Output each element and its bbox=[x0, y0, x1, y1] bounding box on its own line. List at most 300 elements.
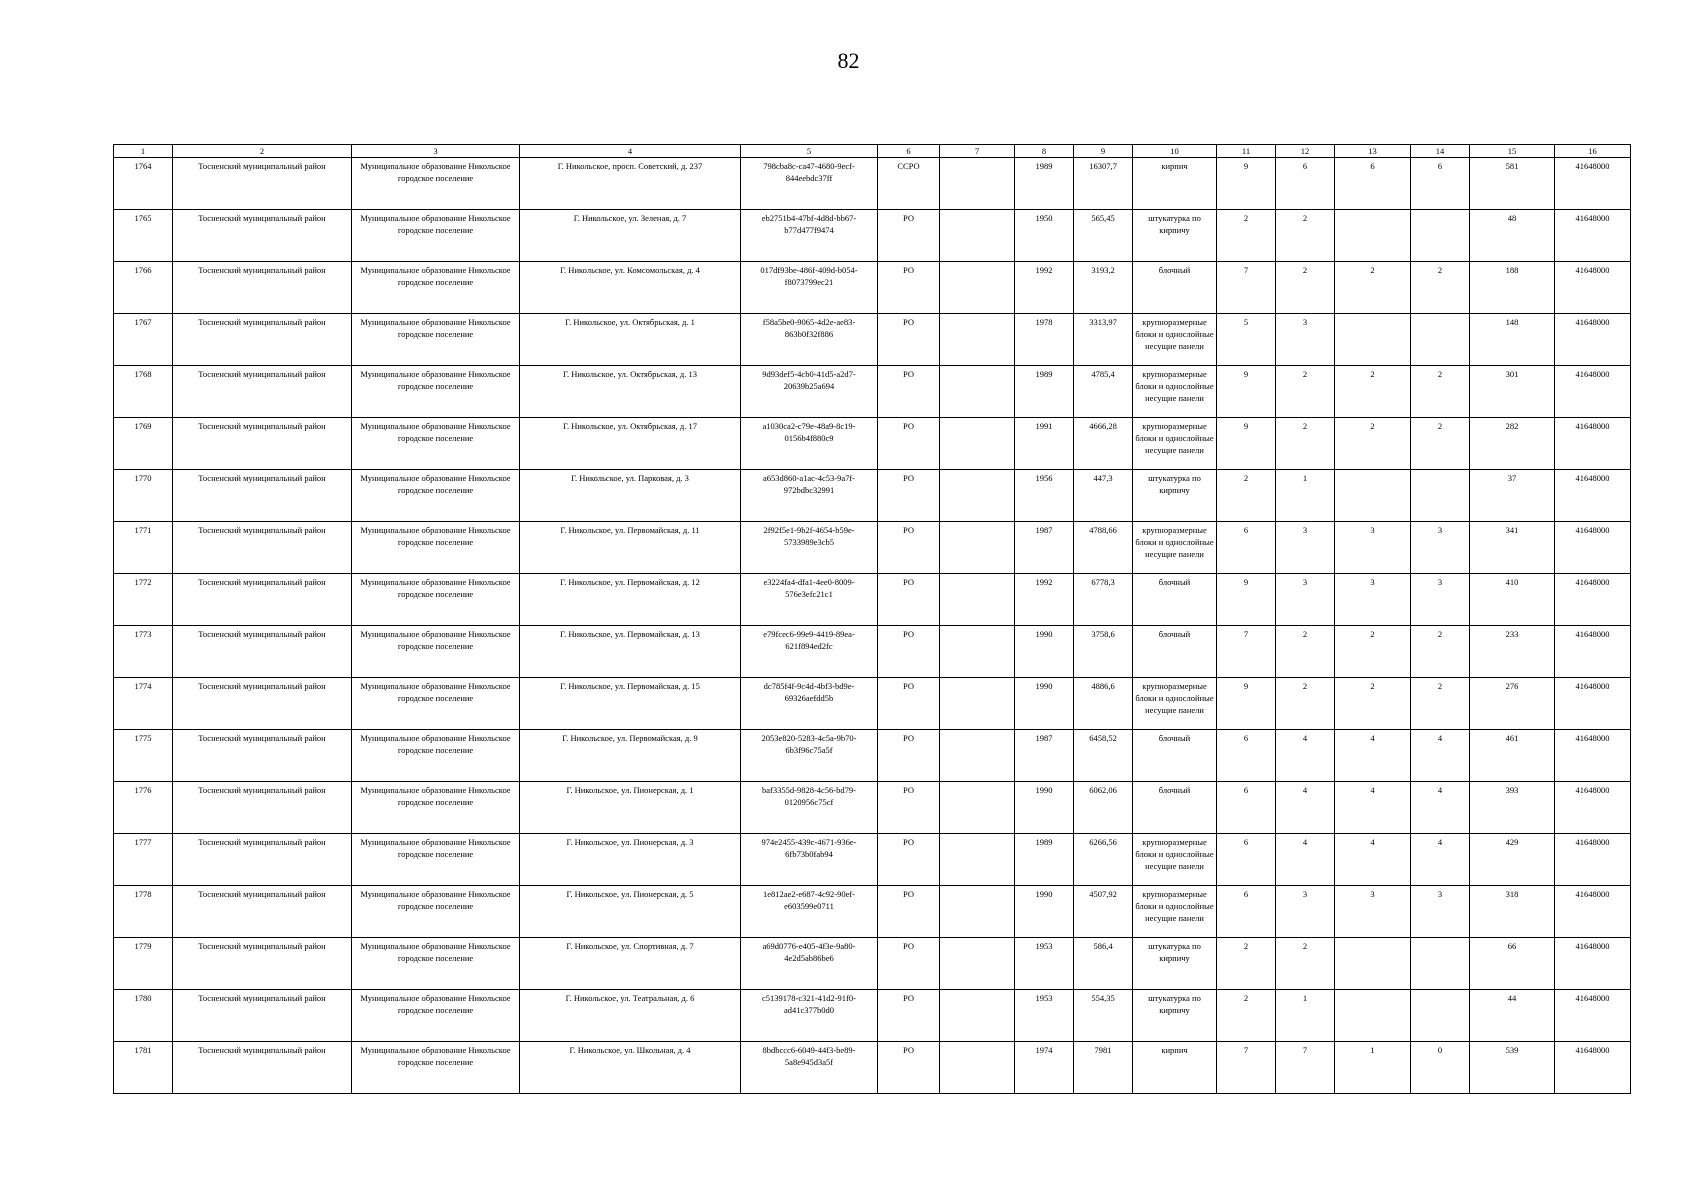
cell-residents: 148 bbox=[1470, 314, 1555, 366]
cell-col-13: 4 bbox=[1335, 782, 1411, 834]
cell-district: Тосненский муниципальный район bbox=[173, 678, 352, 730]
cell-oktmo: 41648000 bbox=[1555, 730, 1631, 782]
cell-guid: c5139178-c321-41d2-91f0-ad41c377b0d0 bbox=[741, 990, 878, 1042]
cell-oktmo: 41648000 bbox=[1555, 782, 1631, 834]
cell-residents: 341 bbox=[1470, 522, 1555, 574]
cell-district: Тосненский муниципальный район bbox=[173, 990, 352, 1042]
cell-floors-max: 9 bbox=[1217, 366, 1276, 418]
cell-col-7 bbox=[940, 158, 1015, 210]
cell-address: Г. Никольское, ул. Театральная, д. 6 bbox=[520, 990, 741, 1042]
column-header-11: 11 bbox=[1217, 145, 1276, 158]
cell-oktmo: 41648000 bbox=[1555, 1042, 1631, 1094]
cell-district: Тосненский муниципальный район bbox=[173, 158, 352, 210]
cell-col-14: 3 bbox=[1411, 574, 1470, 626]
cell-type: РО bbox=[878, 678, 940, 730]
cell-municipality: Муниципальное образование Никольское городское поселение bbox=[352, 158, 520, 210]
cell-oktmo: 41648000 bbox=[1555, 522, 1631, 574]
cell-floors-max: 9 bbox=[1217, 418, 1276, 470]
cell-col-7 bbox=[940, 262, 1015, 314]
cell-type: РО bbox=[878, 1042, 940, 1094]
cell-col-13: 3 bbox=[1335, 886, 1411, 938]
cell-municipality: Муниципальное образование Никольское городское поселение bbox=[352, 626, 520, 678]
table-row bbox=[114, 730, 1631, 782]
cell-year: 1950 bbox=[1015, 210, 1074, 262]
cell-floors-min: 1 bbox=[1276, 470, 1335, 522]
cell-wall-material: крупноразмерные блоки и однослойные несущие панели bbox=[1133, 418, 1217, 470]
cell-address: Г. Никольское, ул. Первомайская, д. 11 bbox=[520, 522, 741, 574]
cell-municipality: Муниципальное образование Никольское городское поселение bbox=[352, 886, 520, 938]
cell-col-7 bbox=[940, 626, 1015, 678]
cell-col-13 bbox=[1335, 210, 1411, 262]
cell-floors-min: 3 bbox=[1276, 886, 1335, 938]
cell-col-13: 4 bbox=[1335, 834, 1411, 886]
cell-type: РО bbox=[878, 470, 940, 522]
column-header-14: 14 bbox=[1411, 145, 1470, 158]
cell-wall-material: блочный bbox=[1133, 782, 1217, 834]
cell-residents: 461 bbox=[1470, 730, 1555, 782]
cell-guid: a1030ca2-c79e-48a9-8c19-0156b4f880c9 bbox=[741, 418, 878, 470]
cell-floors-min: 4 bbox=[1276, 730, 1335, 782]
cell-col-13: 2 bbox=[1335, 418, 1411, 470]
cell-guid: eb2751b4-47bf-4d8d-bb67-b77d477f9474 bbox=[741, 210, 878, 262]
cell-type: РО bbox=[878, 886, 940, 938]
cell-oktmo: 41648000 bbox=[1555, 314, 1631, 366]
cell-col-14: 3 bbox=[1411, 522, 1470, 574]
cell-municipality: Муниципальное образование Никольское городское поселение bbox=[352, 314, 520, 366]
table-row bbox=[114, 938, 1631, 990]
cell-row-number: 1770 bbox=[114, 470, 173, 522]
cell-oktmo: 41648000 bbox=[1555, 418, 1631, 470]
cell-guid: baf3355d-9828-4c56-bd79-0120956c75cf bbox=[741, 782, 878, 834]
cell-type: РО bbox=[878, 418, 940, 470]
cell-guid: 2f92f5e1-9b2f-4654-b59e-5733989e3cb5 bbox=[741, 522, 878, 574]
cell-wall-material: блочный bbox=[1133, 730, 1217, 782]
cell-guid: e79fcec6-99e9-4419-89ea-621f894ed2fc bbox=[741, 626, 878, 678]
cell-wall-material: штукатурка по кирпичу bbox=[1133, 938, 1217, 990]
cell-col-13: 1 bbox=[1335, 1042, 1411, 1094]
cell-municipality: Муниципальное образование Никольское городское поселение bbox=[352, 834, 520, 886]
cell-area: 4507,92 bbox=[1074, 886, 1133, 938]
cell-col-14: 4 bbox=[1411, 730, 1470, 782]
cell-municipality: Муниципальное образование Никольское городское поселение bbox=[352, 990, 520, 1042]
cell-guid: 8bdbccc6-6049-44f3-be89-5a8e945d3a5f bbox=[741, 1042, 878, 1094]
cell-guid: 2053e820-5283-4c5a-9b70-6b3f96c75a5f bbox=[741, 730, 878, 782]
cell-oktmo: 41648000 bbox=[1555, 834, 1631, 886]
cell-guid: 798cba8c-ca47-4680-9ecf-844eebdc37ff bbox=[741, 158, 878, 210]
cell-district: Тосненский муниципальный район bbox=[173, 522, 352, 574]
table-row bbox=[114, 210, 1631, 262]
cell-residents: 66 bbox=[1470, 938, 1555, 990]
cell-area: 554,35 bbox=[1074, 990, 1133, 1042]
cell-area: 3313,97 bbox=[1074, 314, 1133, 366]
cell-type: РО bbox=[878, 782, 940, 834]
cell-area: 6062,06 bbox=[1074, 782, 1133, 834]
cell-residents: 233 bbox=[1470, 626, 1555, 678]
cell-col-14: 4 bbox=[1411, 834, 1470, 886]
cell-row-number: 1777 bbox=[114, 834, 173, 886]
table-row bbox=[114, 314, 1631, 366]
table-row bbox=[114, 366, 1631, 418]
cell-col-13: 2 bbox=[1335, 626, 1411, 678]
cell-col-13: 2 bbox=[1335, 262, 1411, 314]
cell-floors-min: 3 bbox=[1276, 314, 1335, 366]
table-row bbox=[114, 1042, 1631, 1094]
cell-residents: 301 bbox=[1470, 366, 1555, 418]
cell-year: 1990 bbox=[1015, 678, 1074, 730]
cell-year: 1992 bbox=[1015, 574, 1074, 626]
cell-floors-max: 6 bbox=[1217, 522, 1276, 574]
cell-col-7 bbox=[940, 210, 1015, 262]
cell-wall-material: крупноразмерные блоки и однослойные несущие панели bbox=[1133, 522, 1217, 574]
cell-floors-max: 6 bbox=[1217, 886, 1276, 938]
column-header-16: 16 bbox=[1555, 145, 1631, 158]
cell-floors-max: 7 bbox=[1217, 1042, 1276, 1094]
cell-col-14: 2 bbox=[1411, 366, 1470, 418]
cell-floors-max: 7 bbox=[1217, 262, 1276, 314]
cell-year: 1989 bbox=[1015, 834, 1074, 886]
cell-wall-material: крупноразмерные блоки и однослойные несущие панели bbox=[1133, 834, 1217, 886]
cell-area: 4666,28 bbox=[1074, 418, 1133, 470]
cell-year: 1987 bbox=[1015, 522, 1074, 574]
cell-wall-material: крупноразмерные блоки и однослойные несущие панели bbox=[1133, 678, 1217, 730]
cell-col-13: 2 bbox=[1335, 678, 1411, 730]
cell-type: РО bbox=[878, 834, 940, 886]
table-row bbox=[114, 886, 1631, 938]
cell-col-14: 6 bbox=[1411, 158, 1470, 210]
cell-area: 6266,56 bbox=[1074, 834, 1133, 886]
cell-col-7 bbox=[940, 418, 1015, 470]
cell-floors-max: 6 bbox=[1217, 834, 1276, 886]
cell-oktmo: 41648000 bbox=[1555, 574, 1631, 626]
cell-wall-material: крупноразмерные блоки и однослойные несущие панели bbox=[1133, 366, 1217, 418]
cell-col-13: 2 bbox=[1335, 366, 1411, 418]
cell-oktmo: 41648000 bbox=[1555, 366, 1631, 418]
cell-guid: 1e812ae2-e687-4c92-90ef-e603599e0711 bbox=[741, 886, 878, 938]
cell-floors-max: 6 bbox=[1217, 730, 1276, 782]
cell-oktmo: 41648000 bbox=[1555, 886, 1631, 938]
cell-floors-min: 1 bbox=[1276, 990, 1335, 1042]
cell-col-13 bbox=[1335, 990, 1411, 1042]
cell-residents: 282 bbox=[1470, 418, 1555, 470]
column-header-6: 6 bbox=[878, 145, 940, 158]
cell-year: 1990 bbox=[1015, 886, 1074, 938]
cell-guid: 9d93def5-4cb0-41d5-a2d7-20639b25a694 bbox=[741, 366, 878, 418]
cell-type: РО bbox=[878, 522, 940, 574]
cell-floors-min: 4 bbox=[1276, 834, 1335, 886]
table-body bbox=[114, 158, 1631, 1094]
cell-district: Тосненский муниципальный район bbox=[173, 470, 352, 522]
cell-floors-min: 2 bbox=[1276, 210, 1335, 262]
cell-col-13: 6 bbox=[1335, 158, 1411, 210]
cell-year: 1974 bbox=[1015, 1042, 1074, 1094]
table-row bbox=[114, 418, 1631, 470]
cell-col-14: 2 bbox=[1411, 262, 1470, 314]
cell-area: 586,4 bbox=[1074, 938, 1133, 990]
cell-col-13 bbox=[1335, 314, 1411, 366]
cell-row-number: 1781 bbox=[114, 1042, 173, 1094]
cell-type: РО bbox=[878, 210, 940, 262]
cell-address: Г. Никольское, ул. Пионерская, д. 5 bbox=[520, 886, 741, 938]
cell-row-number: 1764 bbox=[114, 158, 173, 210]
cell-guid: f58a5be0-9065-4d2e-ae83-863b0f32f886 bbox=[741, 314, 878, 366]
cell-col-7 bbox=[940, 938, 1015, 990]
cell-address: Г. Никольское, ул. Зеленая, д. 7 bbox=[520, 210, 741, 262]
cell-area: 565,45 bbox=[1074, 210, 1133, 262]
cell-type: РО bbox=[878, 262, 940, 314]
column-header-13: 13 bbox=[1335, 145, 1411, 158]
cell-col-7 bbox=[940, 522, 1015, 574]
cell-floors-max: 2 bbox=[1217, 938, 1276, 990]
cell-col-14: 2 bbox=[1411, 678, 1470, 730]
cell-row-number: 1780 bbox=[114, 990, 173, 1042]
cell-col-14: 2 bbox=[1411, 418, 1470, 470]
cell-row-number: 1768 bbox=[114, 366, 173, 418]
cell-district: Тосненский муниципальный район bbox=[173, 938, 352, 990]
cell-wall-material: крупноразмерные блоки и однослойные несущие панели bbox=[1133, 314, 1217, 366]
cell-oktmo: 41648000 bbox=[1555, 470, 1631, 522]
cell-floors-min: 2 bbox=[1276, 366, 1335, 418]
cell-district: Тосненский муниципальный район bbox=[173, 418, 352, 470]
cell-municipality: Муниципальное образование Никольское городское поселение bbox=[352, 574, 520, 626]
cell-col-14: 3 bbox=[1411, 886, 1470, 938]
cell-floors-min: 4 bbox=[1276, 782, 1335, 834]
cell-row-number: 1771 bbox=[114, 522, 173, 574]
cell-col-7 bbox=[940, 1042, 1015, 1094]
cell-col-7 bbox=[940, 366, 1015, 418]
cell-municipality: Муниципальное образование Никольское городское поселение bbox=[352, 938, 520, 990]
table-row bbox=[114, 834, 1631, 886]
cell-year: 1990 bbox=[1015, 782, 1074, 834]
cell-wall-material: блочный bbox=[1133, 262, 1217, 314]
cell-col-14 bbox=[1411, 314, 1470, 366]
cell-address: Г. Никольское, ул. Первомайская, д. 15 bbox=[520, 678, 741, 730]
cell-wall-material: штукатурка по кирпичу bbox=[1133, 990, 1217, 1042]
cell-floors-max: 2 bbox=[1217, 210, 1276, 262]
cell-floors-min: 7 bbox=[1276, 1042, 1335, 1094]
cell-col-7 bbox=[940, 886, 1015, 938]
cell-municipality: Муниципальное образование Никольское городское поселение bbox=[352, 418, 520, 470]
cell-address: Г. Никольское, просп. Советский, д. 237 bbox=[520, 158, 741, 210]
cell-wall-material: кирпич bbox=[1133, 1042, 1217, 1094]
cell-district: Тосненский муниципальный район bbox=[173, 210, 352, 262]
cell-district: Тосненский муниципальный район bbox=[173, 366, 352, 418]
cell-oktmo: 41648000 bbox=[1555, 990, 1631, 1042]
cell-floors-max: 9 bbox=[1217, 158, 1276, 210]
column-header-9: 9 bbox=[1074, 145, 1133, 158]
cell-residents: 44 bbox=[1470, 990, 1555, 1042]
table-row bbox=[114, 574, 1631, 626]
cell-area: 447,3 bbox=[1074, 470, 1133, 522]
cell-col-7 bbox=[940, 834, 1015, 886]
column-header-5: 5 bbox=[741, 145, 878, 158]
cell-residents: 393 bbox=[1470, 782, 1555, 834]
cell-floors-max: 5 bbox=[1217, 314, 1276, 366]
cell-type: РО bbox=[878, 730, 940, 782]
cell-row-number: 1767 bbox=[114, 314, 173, 366]
cell-district: Тосненский муниципальный район bbox=[173, 834, 352, 886]
cell-residents: 539 bbox=[1470, 1042, 1555, 1094]
cell-row-number: 1772 bbox=[114, 574, 173, 626]
cell-municipality: Муниципальное образование Никольское городское поселение bbox=[352, 730, 520, 782]
cell-floors-max: 2 bbox=[1217, 470, 1276, 522]
table-header bbox=[114, 145, 1631, 158]
cell-address: Г. Никольское, ул. Парковая, д. 3 bbox=[520, 470, 741, 522]
housing-register-table bbox=[113, 144, 1631, 1094]
cell-floors-min: 2 bbox=[1276, 626, 1335, 678]
header-row bbox=[114, 145, 1631, 158]
cell-residents: 188 bbox=[1470, 262, 1555, 314]
cell-address: Г. Никольское, ул. Школьная, д. 4 bbox=[520, 1042, 741, 1094]
cell-type: РО bbox=[878, 626, 940, 678]
cell-col-14 bbox=[1411, 990, 1470, 1042]
cell-floors-max: 2 bbox=[1217, 990, 1276, 1042]
cell-type: ССРО bbox=[878, 158, 940, 210]
column-header-10: 10 bbox=[1133, 145, 1217, 158]
cell-col-7 bbox=[940, 730, 1015, 782]
cell-address: Г. Никольское, ул. Пионерская, д. 3 bbox=[520, 834, 741, 886]
table-row bbox=[114, 626, 1631, 678]
cell-year: 1992 bbox=[1015, 262, 1074, 314]
table-row bbox=[114, 782, 1631, 834]
cell-wall-material: штукатурка по кирпичу bbox=[1133, 210, 1217, 262]
cell-municipality: Муниципальное образование Никольское городское поселение bbox=[352, 678, 520, 730]
cell-row-number: 1774 bbox=[114, 678, 173, 730]
cell-type: РО bbox=[878, 938, 940, 990]
cell-col-14: 4 bbox=[1411, 782, 1470, 834]
cell-row-number: 1769 bbox=[114, 418, 173, 470]
column-header-15: 15 bbox=[1470, 145, 1555, 158]
cell-row-number: 1776 bbox=[114, 782, 173, 834]
cell-year: 1953 bbox=[1015, 990, 1074, 1042]
cell-address: Г. Никольское, ул. Октябрьская, д. 13 bbox=[520, 366, 741, 418]
cell-area: 4788,66 bbox=[1074, 522, 1133, 574]
cell-area: 6458,52 bbox=[1074, 730, 1133, 782]
cell-year: 1991 bbox=[1015, 418, 1074, 470]
cell-residents: 48 bbox=[1470, 210, 1555, 262]
column-header-1: 1 bbox=[114, 145, 173, 158]
cell-oktmo: 41648000 bbox=[1555, 938, 1631, 990]
cell-col-14 bbox=[1411, 210, 1470, 262]
cell-floors-max: 9 bbox=[1217, 574, 1276, 626]
cell-guid: 974e2455-439c-4671-936e-6fb73b0fab94 bbox=[741, 834, 878, 886]
cell-floors-min: 2 bbox=[1276, 678, 1335, 730]
column-header-12: 12 bbox=[1276, 145, 1335, 158]
cell-year: 1990 bbox=[1015, 626, 1074, 678]
cell-col-7 bbox=[940, 574, 1015, 626]
cell-municipality: Муниципальное образование Никольское городское поселение bbox=[352, 522, 520, 574]
cell-area: 6778,3 bbox=[1074, 574, 1133, 626]
cell-year: 1978 bbox=[1015, 314, 1074, 366]
cell-residents: 581 bbox=[1470, 158, 1555, 210]
page-number: 82 bbox=[837, 48, 860, 73]
cell-guid: e3224fa4-dfa1-4ee0-8009-576e3efc21c1 bbox=[741, 574, 878, 626]
cell-type: РО bbox=[878, 574, 940, 626]
cell-municipality: Муниципальное образование Никольское городское поселение bbox=[352, 782, 520, 834]
cell-address: Г. Никольское, ул. Первомайская, д. 12 bbox=[520, 574, 741, 626]
table-row bbox=[114, 158, 1631, 210]
column-header-3: 3 bbox=[352, 145, 520, 158]
cell-guid: a653d860-a1ac-4c53-9a7f-972bdbc32991 bbox=[741, 470, 878, 522]
cell-floors-min: 2 bbox=[1276, 418, 1335, 470]
cell-municipality: Муниципальное образование Никольское городское поселение bbox=[352, 262, 520, 314]
cell-year: 1989 bbox=[1015, 158, 1074, 210]
cell-year: 1989 bbox=[1015, 366, 1074, 418]
cell-col-13 bbox=[1335, 938, 1411, 990]
cell-area: 3193,2 bbox=[1074, 262, 1133, 314]
cell-col-7 bbox=[940, 990, 1015, 1042]
cell-oktmo: 41648000 bbox=[1555, 210, 1631, 262]
cell-area: 7981 bbox=[1074, 1042, 1133, 1094]
cell-municipality: Муниципальное образование Никольское городское поселение bbox=[352, 470, 520, 522]
cell-address: Г. Никольское, ул. Первомайская, д. 13 bbox=[520, 626, 741, 678]
cell-row-number: 1779 bbox=[114, 938, 173, 990]
cell-address: Г. Никольское, ул. Октябрьская, д. 1 bbox=[520, 314, 741, 366]
cell-col-14: 2 bbox=[1411, 626, 1470, 678]
cell-residents: 318 bbox=[1470, 886, 1555, 938]
cell-address: Г. Никольское, ул. Октябрьская, д. 17 bbox=[520, 418, 741, 470]
cell-address: Г. Никольское, ул. Комсомольская, д. 4 bbox=[520, 262, 741, 314]
cell-area: 16307,7 bbox=[1074, 158, 1133, 210]
cell-floors-min: 6 bbox=[1276, 158, 1335, 210]
cell-wall-material: кирпич bbox=[1133, 158, 1217, 210]
cell-district: Тосненский муниципальный район bbox=[173, 262, 352, 314]
table-row bbox=[114, 990, 1631, 1042]
cell-col-13 bbox=[1335, 470, 1411, 522]
cell-district: Тосненский муниципальный район bbox=[173, 626, 352, 678]
cell-address: Г. Никольское, ул. Первомайская, д. 9 bbox=[520, 730, 741, 782]
cell-col-13: 3 bbox=[1335, 574, 1411, 626]
table-row bbox=[114, 678, 1631, 730]
cell-row-number: 1778 bbox=[114, 886, 173, 938]
cell-wall-material: штукатурка по кирпичу bbox=[1133, 470, 1217, 522]
cell-col-13: 3 bbox=[1335, 522, 1411, 574]
column-header-4: 4 bbox=[520, 145, 741, 158]
cell-floors-min: 3 bbox=[1276, 574, 1335, 626]
cell-district: Тосненский муниципальный район bbox=[173, 886, 352, 938]
cell-col-14: 0 bbox=[1411, 1042, 1470, 1094]
table-row bbox=[114, 262, 1631, 314]
cell-year: 1987 bbox=[1015, 730, 1074, 782]
cell-residents: 410 bbox=[1470, 574, 1555, 626]
cell-municipality: Муниципальное образование Никольское городское поселение bbox=[352, 210, 520, 262]
cell-col-13: 4 bbox=[1335, 730, 1411, 782]
cell-row-number: 1765 bbox=[114, 210, 173, 262]
cell-oktmo: 41648000 bbox=[1555, 262, 1631, 314]
cell-col-7 bbox=[940, 314, 1015, 366]
cell-area: 3758,6 bbox=[1074, 626, 1133, 678]
cell-type: РО bbox=[878, 366, 940, 418]
cell-address: Г. Никольское, ул. Пионерская, д. 1 bbox=[520, 782, 741, 834]
cell-district: Тосненский муниципальный район bbox=[173, 574, 352, 626]
cell-district: Тосненский муниципальный район bbox=[173, 314, 352, 366]
cell-col-7 bbox=[940, 470, 1015, 522]
cell-guid: 017df93be-486f-409d-b054-f8073799ec21 bbox=[741, 262, 878, 314]
cell-municipality: Муниципальное образование Никольское городское поселение bbox=[352, 366, 520, 418]
cell-residents: 429 bbox=[1470, 834, 1555, 886]
cell-row-number: 1775 bbox=[114, 730, 173, 782]
cell-district: Тосненский муниципальный район bbox=[173, 730, 352, 782]
table-row bbox=[114, 522, 1631, 574]
cell-oktmo: 41648000 bbox=[1555, 626, 1631, 678]
cell-area: 4785,4 bbox=[1074, 366, 1133, 418]
cell-oktmo: 41648000 bbox=[1555, 678, 1631, 730]
cell-floors-max: 7 bbox=[1217, 626, 1276, 678]
cell-year: 1956 bbox=[1015, 470, 1074, 522]
cell-wall-material: крупноразмерные блоки и однослойные несущие панели bbox=[1133, 886, 1217, 938]
cell-row-number: 1773 bbox=[114, 626, 173, 678]
cell-guid: dc785f4f-9c4d-4bf3-bd9e-69326aefdd5b bbox=[741, 678, 878, 730]
cell-col-7 bbox=[940, 678, 1015, 730]
